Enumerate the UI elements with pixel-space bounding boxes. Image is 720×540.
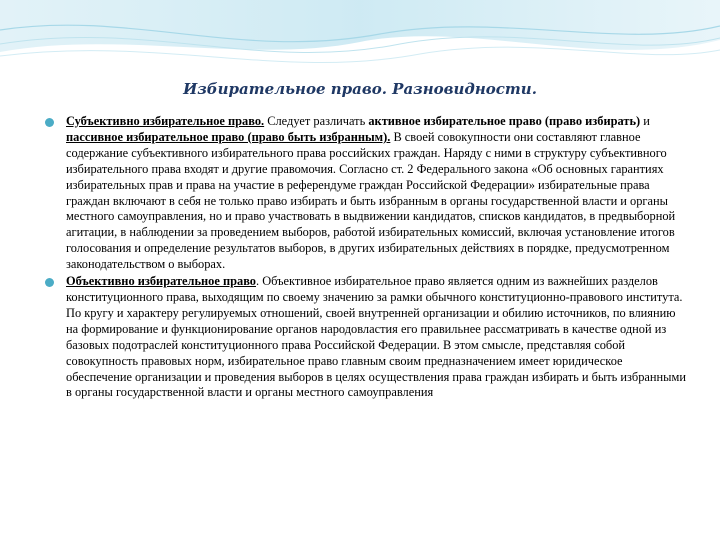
slide-content	[42, 114, 688, 401]
bullet-text: . Объективное избирательное право является одним из важнейших разделов конституционного права, выходящим по своему значению за рамки обычного конституционно-правового института. По кругу и характеру регулируемых отношений, своей внутренней организации и обилию источников, по влиянию на формирование и функционирование органов народовластия его правильнее рассматривать в качестве одной из базовых подотраслей конституционного права Российской Федерации. В этом смысле, представляя собой совокупность правовых норм, избирательное право главным своим предназначением имеет юридическое обеспечение организации и проведения выборов в целях осуществления права граждан избирать и быть избранными в органы государственной власти и органы местного самоуправления	[66, 274, 686, 400]
bullet-heading: Объективно избирательное право	[66, 274, 257, 289]
bullet-text: Следует различать	[264, 114, 369, 128]
bullet-subjective-right	[42, 114, 688, 273]
active-right-term: активное избирательное право (право избирать)	[368, 114, 641, 128]
bullet-dot-icon	[45, 118, 54, 127]
bullet-text: В своей совокупности они составляют главное содержание субъективного избирательного права российских граждан. Наряду с ними в структуру субъективного избирательного права входят и другие правомочия. Согласно ст. 2 Федерального закона «Об основных гарантиях избирательных прав и права на участие в референдуме граждан Российской Федерации» избирательные права граждан включают в себя не только право избирать и быть избранным в органы государственной власти и органы местного самоуправления, но и право участвовать в выдвижении кандидатов, списков кандидатов, в предвыборной агитации, в наблюдении за проведением выборов, работой избирательных комиссий, включая установление итогов голосования и определение результатов выборов, в других избирательных действиях в порядке, предусмотренном законодательством о выборах.	[66, 129, 676, 272]
slide-title: Избирательное право. Разновидности.	[183, 80, 537, 98]
bullet-text: и	[640, 114, 650, 128]
bullet-dot-icon	[45, 278, 54, 287]
passive-right-term: пассивное избирательное право (право быть избранным).	[66, 129, 391, 144]
bullet-heading: Субъективно избирательное право.	[66, 114, 265, 128]
bullet-objective-right	[42, 274, 688, 401]
